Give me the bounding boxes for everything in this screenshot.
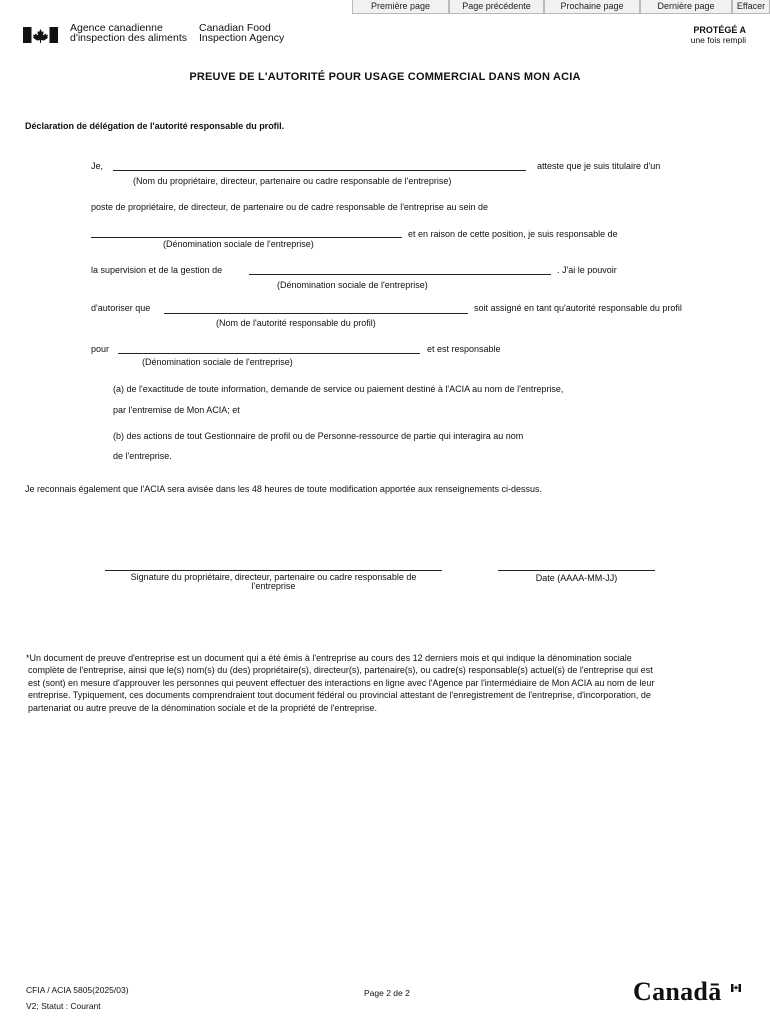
pour-text: pour (91, 344, 110, 354)
profile-authority-caption: (Nom de l'autorité responsable du profil) (216, 318, 376, 328)
last-page-button[interactable]: Dernière page (640, 0, 732, 14)
je-label: Je, (91, 161, 104, 171)
atteste-label: atteste que je suis titulaire d'un (537, 161, 661, 171)
form-title: PREUVE DE L'AUTORITÉ POUR USAGE COMMERCIAL DANS MON ACIA (189, 71, 581, 83)
footnote-line4: entreprise. Typiquement, ces documents comprendraient tout document fédéral ou provincial attestant de l'enregistrement de l'entreprise, d'incorporation, de (28, 690, 651, 700)
profile-authority-field[interactable] (164, 313, 468, 314)
protected-label: PROTÉGÉ A (693, 25, 746, 35)
item-b-line1: (b) des actions de tout Gestionnaire de profil ou de Personne-ressource de partie qui interagira au nom (113, 431, 524, 441)
owner-name-caption: (Nom du propriétaire, directeur, partenaire ou cadre responsable de l'entreprise) (133, 176, 452, 186)
supervision-text: la supervision et de la gestion de (91, 265, 223, 275)
first-page-button[interactable]: Première page (352, 0, 449, 14)
previous-page-button[interactable]: Page précédente (449, 0, 544, 14)
signature-field[interactable] (105, 570, 442, 571)
declaration-heading: Déclaration de délégation de l'autorité responsable du profil. (25, 121, 285, 131)
form-version: V2; Statut : Courant (26, 1001, 101, 1011)
footnote-line3: est (sont) en mesure d'approuver les personnes qui peuvent effectuer des interactions en ligne avec l'Agence par l'intermédiaire de Mon ACIA au nom de leur (28, 678, 655, 688)
date-caption: Date (AAAA-MM-JJ) (535, 573, 618, 583)
raison-text: et en raison de cette position, je suis responsable de (408, 229, 618, 239)
agency-name-french-line2: d'inspection des aliments (70, 32, 187, 44)
agency-name-french-line1: Agence canadienne (70, 22, 163, 34)
page-navigation (352, 0, 770, 15)
business-name-field-2[interactable] (249, 274, 551, 275)
assigne-text: soit assigné en tant qu'autorité responsable du profil (474, 303, 682, 313)
form-id: CFIA / ACIA 5805(2025/03) (26, 985, 129, 995)
business-name-caption-2: (Dénomination sociale de l'entreprise) (277, 280, 428, 290)
item-a-line1: (a) de l'exactitude de toute information, demande de service ou paiement destiné à l'ACIA au nom de l'entreprise, (113, 384, 564, 394)
signature-caption-line2: l'entreprise (251, 581, 296, 591)
protected-sublabel: une fois rempli (690, 35, 746, 45)
item-b-line2: de l'entreprise. (113, 451, 172, 461)
autoriser-text: d'autoriser que (91, 303, 151, 313)
item-a-line2: par l'entremise de Mon ACIA; et (113, 405, 240, 415)
footnote-line2: complète de l'entreprise, ainsi que le(s) nom(s) du (des) propriétaire(s), directeur(s), partenaire(s), ou cadre(s) responsable(s) actuel(s) de l'entreprise qui est (28, 665, 653, 675)
business-name-caption-3: (Dénomination sociale de l'entreprise) (142, 357, 293, 367)
reconnais-text: Je reconnais également que l'ACIA sera avisée dans les 48 heures de toute modification apportée aux renseignements ci-dessus. (25, 484, 543, 494)
footnote-line1: *Un document de preuve d'entreprise est un document qui a été émis à l'entreprise au cours des 12 derniers mois et qui indique la dénomination sociale (26, 653, 632, 663)
responsable-text: et est responsable (427, 344, 501, 354)
business-name-caption-1: (Dénomination sociale de l'entreprise) (163, 239, 314, 249)
poste-text: poste de propriétaire, de directeur, de partenaire ou de cadre responsable de l'entreprise au sein de (91, 202, 488, 212)
page-number: Page 2 de 2 (364, 988, 410, 998)
canada-wordmark-logo: Canadā (633, 977, 722, 1006)
signature-caption-line1: Signature du propriétaire, directeur, partenaire ou cadre responsable de (130, 572, 417, 582)
next-page-button[interactable]: Prochaine page (544, 0, 640, 14)
clear-button[interactable]: Effacer (732, 0, 770, 14)
agency-name-english-line1: Canadian Food (199, 22, 271, 34)
footnote-line5: partenariat ou autre preuve de la dénomination sociale et de la propriété de l'entreprise. (28, 703, 377, 713)
business-name-field-1[interactable] (91, 237, 402, 238)
pouvoir-text: . J'ai le pouvoir (557, 265, 617, 275)
date-field[interactable] (498, 570, 655, 571)
business-name-field-3[interactable] (118, 353, 420, 354)
owner-name-field[interactable] (113, 170, 526, 171)
canada-flag-icon (23, 27, 58, 43)
wordmark-flag-icon (731, 979, 741, 987)
agency-name-english-line2: Inspection Agency (199, 32, 285, 44)
